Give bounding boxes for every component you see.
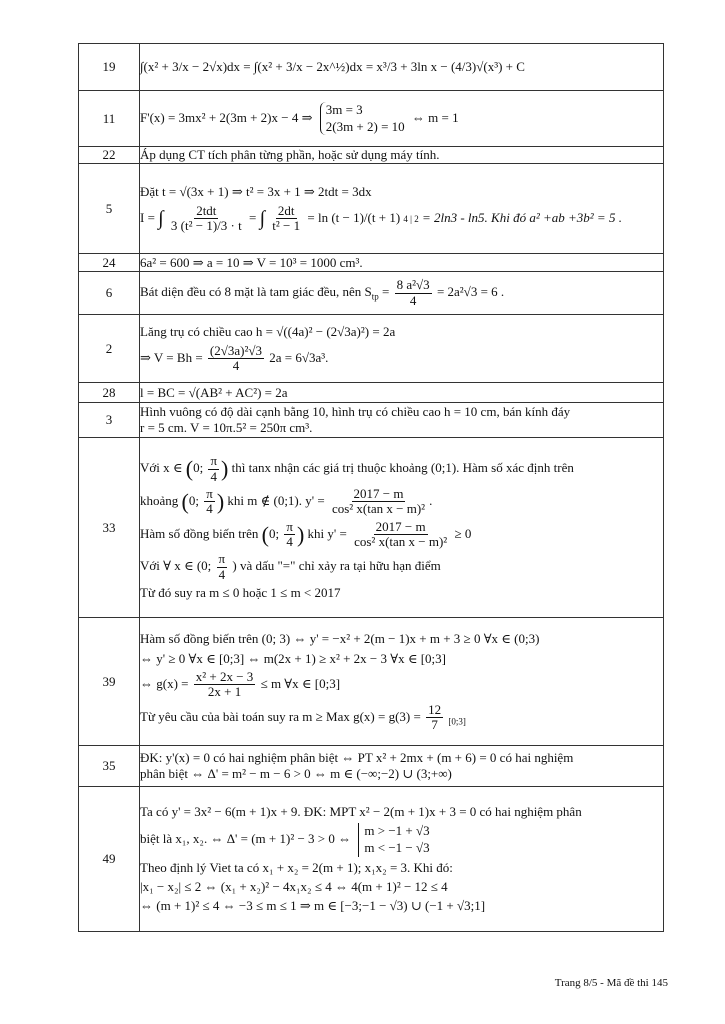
system-line: 2(3m + 2) = 10 <box>325 118 405 134</box>
row-24 <box>79 254 664 272</box>
solution-line: l = BC = √(AB² + AC²) = 2a <box>140 384 288 400</box>
solution-line: Đặt t = √(3x + 1) ⇒ t² = 3x + 1 ⇒ 2tdt = 3dx <box>140 183 372 199</box>
solution-line: Áp dụng CT tích phân từng phần, hoặc sử dụng máy tính. <box>140 147 440 162</box>
fraction: $\frac{\pi}{4}$ <box>286 518 293 549</box>
solution-line: Ta có y' = 3x² − 6(m + 1)x + 9. ĐK: MPT x² − 2(m + 1)x + 3 = 0 có hai nghiệm phân <box>140 803 582 819</box>
solution-line: ⇔ (m + 1)² ≤ 4 ⇔ −3 ≤ m ≤ 1 ⇒ m ∈ [−3;−1 − √3) ∪ (−1 + √3;1] <box>140 898 486 914</box>
log-expression: = ln (t − 1)/(t + 1) <box>307 209 401 225</box>
solution-line: F'(x) = 3mx² + 2(3m + 2)x − 4 ⇒ <box>140 109 313 125</box>
fraction: $\frac{\text{(2√3a)²√3}}{4}$ <box>209 343 263 374</box>
row-28 <box>79 383 664 403</box>
question-number: 39 <box>79 618 140 746</box>
question-number: 2 <box>79 315 140 383</box>
fraction: $\frac{2017 - m}{\text{cos² x(tan x − m)²}}$ <box>354 518 448 549</box>
solution-line: thì tanx nhận các giá trị thuộc khoảng (0;1). Hàm số xác định trên <box>231 460 574 476</box>
fraction: $\frac{\text{2tdt}}{\text{3 (t² − 1)/3 · t}}$ <box>170 203 242 234</box>
question-number: 24 <box>79 254 140 272</box>
row-33 <box>79 438 664 618</box>
solution-line: ) và dấu "=" chỉ xảy ra tại hữu hạn điểm <box>232 558 441 573</box>
system-line: 3m = 3 <box>325 101 363 117</box>
solution <box>140 315 664 383</box>
row-22 <box>79 147 664 164</box>
row-2 <box>79 315 664 383</box>
fraction: $\frac{12}{7}$ <box>428 701 442 732</box>
solution: Đặt t = √(3x + 1) ⇒ t² = 3x + 1 ⇒ 2tdt = 3dx I = ∫ $\frac{\text{2tdt}}{\text{3 (t² − 1)/3 · t}}$ = ∫ $\frac{2dt}{\text{t² − 1}}$ = ln (t − 1)/(t + 1) 4 | 2 = 2ln3 - ln5. Khi đó a² +ab +3b² = 5 . <box>140 164 664 254</box>
fraction: $\frac{2017 - m}{\text{cos² x(tan x − m)²}}$ <box>331 486 426 517</box>
solution-line: ⇔ g(x) = <box>140 675 189 691</box>
solution-line: 6a² = 600 ⇒ a = 10 ⇒ V = 10³ = 1000 cm³. <box>140 254 363 270</box>
solution-line: ⇔ y' ≥ 0 ∀x ∈ [0;3] ⇔ m(2x + 1) ≥ x² + 2x − 3 ∀x ∈ [0;3] <box>140 650 447 666</box>
solution-line: biệt là x₁, x₂. ⇔ Δ' = (m + 1)² − 3 > 0 ⇔ <box>140 830 352 846</box>
question-number: 3 <box>79 403 140 438</box>
solution <box>140 403 664 438</box>
solution-line: = 2ln3 - ln5. Khi đó a² +ab +3b² = 5 . <box>421 209 622 225</box>
solution-line: |x₁ − x₂| ≤ 2 ⇔ (x₁ + x₂)² − 4x₁x₂ ≤ 4 ⇔ 4(m + 1)² − 12 ≤ 4 <box>140 879 448 895</box>
fraction: $\frac{\text{x² + 2x − 3}}{2x + 1}$ <box>195 668 254 700</box>
row-5 <box>79 164 664 254</box>
question-number: 5 <box>79 164 140 254</box>
solution <box>140 44 664 91</box>
question-number: 33 <box>79 438 140 618</box>
row-19 <box>79 44 664 91</box>
solution-line: phân biệt ⇔ Δ' = m² − m − 6 > 0 ⇔ m ∈ (−∞;−2) ∪ (3;+∞) <box>140 766 452 782</box>
subscript: tp <box>371 291 379 302</box>
solution-line: Từ yêu cầu của bài toán suy ra m ≥ Max g(x) = g(3) = <box>140 708 421 724</box>
solution-line: I = <box>140 209 155 225</box>
row-6 <box>79 272 664 315</box>
solution <box>140 91 664 147</box>
solutions-table <box>78 43 664 932</box>
solution-line: ⇔ m = 1 <box>411 109 459 125</box>
integral-sign: ∫ <box>158 207 164 230</box>
row-39 <box>79 618 664 746</box>
solution-line: ∫(x² + 3/x − 2√x)dx = ∫(x² + 3/x − 2x^½)dx = x³/3 + 3ln x − (4/3)√(x³) + C <box>140 58 525 74</box>
solution-line: 2a = 6√3a³. <box>269 349 329 365</box>
solution-line: ≥ 0 <box>454 525 472 541</box>
solution-line: Hàm số đồng biến trên (0; 3) ⇔ y' = −x² + 2(m − 1)x + m + 3 ≥ 0 ∀x ∈ (0;3) <box>140 631 540 647</box>
system-line: m < −1 − √3 <box>364 840 430 855</box>
solution-line: Bát diện đều có 8 mặt là tam giác đều, nên S <box>140 284 372 300</box>
solution <box>140 746 664 787</box>
solution-line: Từ đó suy ra m ≤ 0 hoặc 1 ≤ m < 2017 <box>140 584 341 600</box>
question-number: 19 <box>79 44 140 91</box>
equation-system <box>320 102 405 136</box>
row-49 <box>79 787 664 932</box>
fraction: $\frac{\pi}{4}$ <box>210 453 218 484</box>
solution-line: Với ∀ x ∈ (0; <box>140 558 212 573</box>
integral-sign: ∫ <box>259 207 266 230</box>
solution: Với x ∈ (0; $\frac{\pi}{4}$ ) thì tanx nhận các giá trị thuộc khoảng (0;1). Hàm số xác định trên khoảng (0; $\frac{\pi}{4}$ ) khi m ∉ (0;1). y' = $\frac{2017 - m}{\text{cos² x(tan x − m)²}}$ . Hàm số đồng biến trên (0; $\frac{\pi}{4}$ ) khi y' = $\frac{2017 - m}{\text{cos² x(tan x − m)²}}$ ≥ 0 Với ∀ x ∈ (0; $\frac{\pi}{4}$ ) và dấu "=" chỉ xảy ra tại hữu hạn điểm Từ đó suy ra m ≤ 0 hoặc 1 ≤ m < 2017 <box>140 438 664 618</box>
max-subscript: [0;3] <box>448 715 466 726</box>
solution-line: Với x ∈ <box>140 460 183 476</box>
solution <box>140 618 664 746</box>
solution: Bát diện đều có 8 mặt là tam giác đều, nên $S_{tp}$ = $\frac{\text{8 a²√3}}{4}$ = 2a²√3 = 6 . <box>140 272 664 315</box>
fraction: $\frac{2dt}{\text{t² − 1}}$ <box>272 203 301 234</box>
solution-line: Lăng trụ có chiều cao h = √((4a)² − (2√3a)²) = 2a <box>140 323 396 339</box>
question-number: 35 <box>79 746 140 787</box>
question-number: 28 <box>79 383 140 403</box>
equation-alternatives <box>358 823 429 857</box>
row-11 <box>79 91 664 147</box>
question-number: 6 <box>79 272 140 315</box>
solution-line: ⇒ V = Bh = <box>140 349 203 365</box>
question-number: 11 <box>79 91 140 147</box>
solution <box>140 254 664 272</box>
fraction: $\frac{\pi}{4}$ <box>206 486 213 517</box>
question-number: 49 <box>79 787 140 932</box>
solution-line: Hình vuông có độ dài cạnh bằng 10, hình trụ có chiều cao h = 10 cm, bán kính đáy <box>140 404 571 419</box>
fraction: $\frac{\text{8 a²√3}}{4}$ <box>396 277 430 308</box>
solution-line: r = 5 cm. V = 10π.5² = 250π cm³. <box>140 420 313 436</box>
solution <box>140 787 664 932</box>
solution-line: khi <box>307 525 325 541</box>
solution-line: ĐK: y'(x) = 0 có hai nghiệm phân biệt ⇔ PT x² + 2mx + (m + 6) = 0 có hai nghiệm <box>140 750 574 765</box>
solution-line: khoảng <box>140 492 179 508</box>
solution <box>140 383 664 403</box>
row-3 <box>79 403 664 438</box>
solution <box>140 147 664 164</box>
fraction: $\frac{\pi}{4}$ <box>218 551 226 582</box>
solution-line: Hàm số đồng biến trên <box>140 525 259 541</box>
system-line: m > −1 + √3 <box>364 823 430 839</box>
page-footer: Trang 8/5 - Mã đề thi 145 <box>554 977 668 989</box>
question-number: 22 <box>79 147 140 164</box>
limits: 4 | 2 <box>403 213 419 224</box>
solution-line: = 2a²√3 = 6 . <box>436 284 505 300</box>
row-35 <box>79 746 664 787</box>
solution-line: ≤ m ∀x ∈ [0;3] <box>260 675 341 691</box>
solution-line: khi m ∉ (0;1). <box>227 492 303 508</box>
solution-line: Theo định lý Viet ta có x₁ + x₂ = 2(m + 1); x₁x₂ = 3. Khi đó: <box>140 859 453 875</box>
